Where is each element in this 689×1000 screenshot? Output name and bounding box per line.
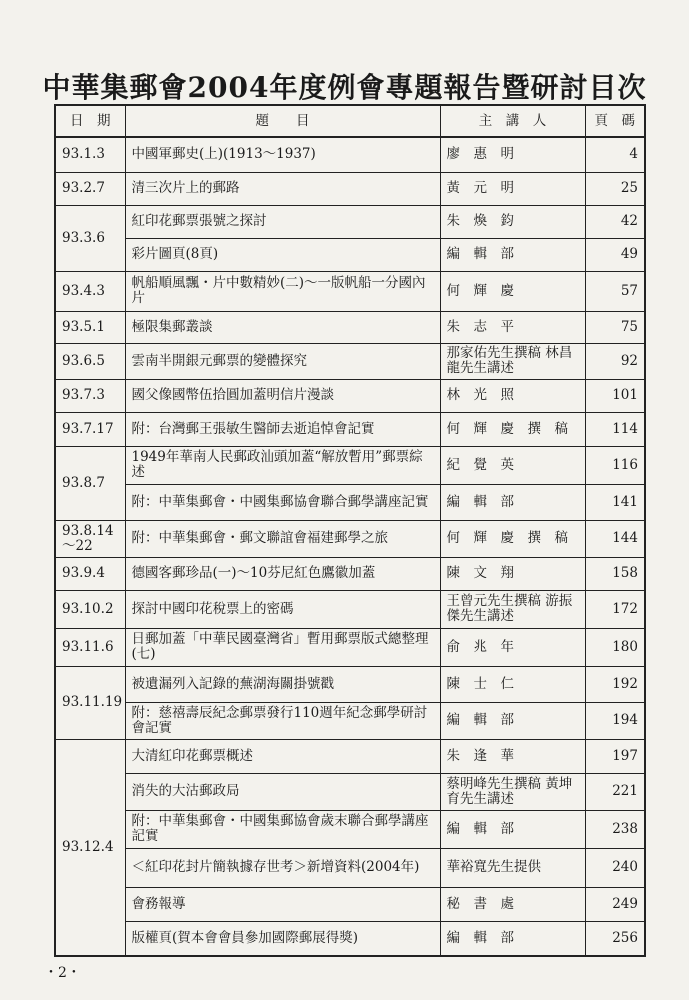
row-topic: 附：台灣郵王張敏生醫師去逝追悼會記實 [125,412,440,446]
row-page: 238 [585,810,645,848]
page-number: ・2・ [44,965,81,981]
row-page: 197 [585,739,645,773]
table-row [55,343,645,379]
row-topic: 附：中華集郵會・郵文聯誼會福建郵學之旅 [125,520,440,557]
row-date: 93.7.17 [55,412,125,446]
table-row [55,739,645,773]
row-page: 42 [585,205,645,238]
row-page: 141 [585,484,645,520]
table-row [55,137,645,172]
row-topic: 彩片圖頁(8頁) [125,238,440,271]
row-speaker: 陳 文 翔 [440,557,585,590]
table-row [55,887,645,921]
row-topic: 日郵加蓋「中華民國臺灣省」暫用郵票版式總整理(七) [125,628,440,666]
header-speaker: 主 講 人 [440,105,585,137]
row-speaker: 朱 逢 華 [440,739,585,773]
row-topic: 附：中華集郵會・中國集郵協會歲末聯合郵學講座記實 [125,810,440,848]
row-date: 93.9.4 [55,557,125,590]
row-page: 180 [585,628,645,666]
table-row [55,628,645,666]
row-topic: 中國軍郵史(上)(1913～1937) [125,137,440,172]
row-topic: 國父像國幣伍拾圓加蓋明信片漫談 [125,379,440,412]
row-topic: ＜紅印花封片簡執據存世考＞新增資料(2004年) [125,848,440,887]
row-speaker: 廖 惠 明 [440,137,585,172]
row-speaker: 編 輯 部 [440,921,585,956]
row-date: 93.2.7 [55,172,125,205]
row-page: 144 [585,520,645,557]
row-speaker: 編 輯 部 [440,810,585,848]
row-speaker: 蔡明峰先生撰稿 黃坤育先生講述 [440,773,585,810]
row-date: 93.8.14～22 [55,520,125,557]
page-title: 中華集郵會2004年度例會專題報告暨研討目次 [42,71,647,104]
row-speaker: 編 輯 部 [440,484,585,520]
table-row [55,311,645,343]
row-speaker: 陳 士 仁 [440,666,585,702]
row-page: 221 [585,773,645,810]
row-page: 194 [585,702,645,739]
row-date: 93.11.19 [55,666,125,739]
row-page: 57 [585,271,645,311]
table-row [55,446,645,484]
table-row [55,379,645,412]
row-date: 93.3.6 [55,205,125,271]
row-speaker: 何 輝 慶 [440,271,585,311]
row-page: 49 [585,238,645,271]
row-page: 256 [585,921,645,956]
table-row [55,666,645,702]
row-topic: 德國客郵珍品(一)～10芬尼紅色鷹徽加蓋 [125,557,440,590]
row-date: 93.10.2 [55,590,125,628]
table-row [55,810,645,848]
row-speaker: 那家佑先生撰稿 林昌龍先生講述 [440,343,585,379]
table-row [55,172,645,205]
table-row [55,590,645,628]
row-topic: 會務報導 [125,887,440,921]
table-row [55,557,645,590]
row-speaker: 紀 覺 英 [440,446,585,484]
row-speaker: 朱 煥 鈞 [440,205,585,238]
row-speaker: 黃 元 明 [440,172,585,205]
table-row [55,484,645,520]
row-page: 240 [585,848,645,887]
row-speaker: 林 光 照 [440,379,585,412]
row-topic: 探討中國印花稅票上的密碼 [125,590,440,628]
header-page: 頁 碼 [585,105,645,137]
row-page: 158 [585,557,645,590]
row-topic: 帆船順風飄・片中數精妙(二)～一版帆船一分國內片 [125,271,440,311]
row-page: 192 [585,666,645,702]
header-date: 日 期 [55,105,125,137]
row-page: 101 [585,379,645,412]
table-row [55,921,645,956]
row-topic: 附：慈禧壽辰紀念郵票發行110週年紀念郵學研討會記實 [125,702,440,739]
table-header-row [55,105,645,137]
header-topic: 題 目 [125,105,440,137]
row-page: 4 [585,137,645,172]
row-date: 93.7.3 [55,379,125,412]
row-page: 114 [585,412,645,446]
row-date: 93.12.4 [55,739,125,956]
row-page: 249 [585,887,645,921]
row-topic: 大清紅印花郵票概述 [125,739,440,773]
row-speaker: 華裕寬先生提供 [440,848,585,887]
row-date: 93.4.3 [55,271,125,311]
row-page: 75 [585,311,645,343]
row-speaker: 俞 兆 年 [440,628,585,666]
row-topic: 1949年華南人民郵政汕頭加蓋“解放暫用”郵票綜述 [125,446,440,484]
row-speaker: 何 輝 慶 撰 稿 [440,412,585,446]
row-date: 93.1.3 [55,137,125,172]
table-row [55,205,645,238]
row-date: 93.5.1 [55,311,125,343]
row-speaker: 秘 書 處 [440,887,585,921]
row-topic: 版權頁(賀本會會員參加國際郵展得獎) [125,921,440,956]
row-date: 93.11.6 [55,628,125,666]
row-speaker: 何 輝 慶 撰 稿 [440,520,585,557]
row-topic: 極限集郵叢談 [125,311,440,343]
row-page: 92 [585,343,645,379]
row-topic: 消失的大沽郵政局 [125,773,440,810]
row-date: 93.6.5 [55,343,125,379]
table-row [55,412,645,446]
contents-table [54,104,646,957]
table-row [55,773,645,810]
table-row [55,702,645,739]
row-date: 93.8.7 [55,446,125,520]
row-speaker: 朱 志 平 [440,311,585,343]
table-row [55,848,645,887]
row-speaker: 編 輯 部 [440,702,585,739]
row-topic: 被遺漏列入記錄的蕪湖海關掛號戳 [125,666,440,702]
row-page: 116 [585,446,645,484]
row-topic: 清三次片上的郵路 [125,172,440,205]
row-speaker: 編 輯 部 [440,238,585,271]
row-speaker: 王曾元先生撰稿 游振傑先生講述 [440,590,585,628]
row-topic: 附：中華集郵會・中國集郵協會聯合郵學講座記實 [125,484,440,520]
row-page: 25 [585,172,645,205]
row-topic: 紅印花郵票張號之探討 [125,205,440,238]
table-row [55,520,645,557]
table-row [55,238,645,271]
row-topic: 雲南半開銀元郵票的變體探究 [125,343,440,379]
row-page: 172 [585,590,645,628]
table-row [55,271,645,311]
